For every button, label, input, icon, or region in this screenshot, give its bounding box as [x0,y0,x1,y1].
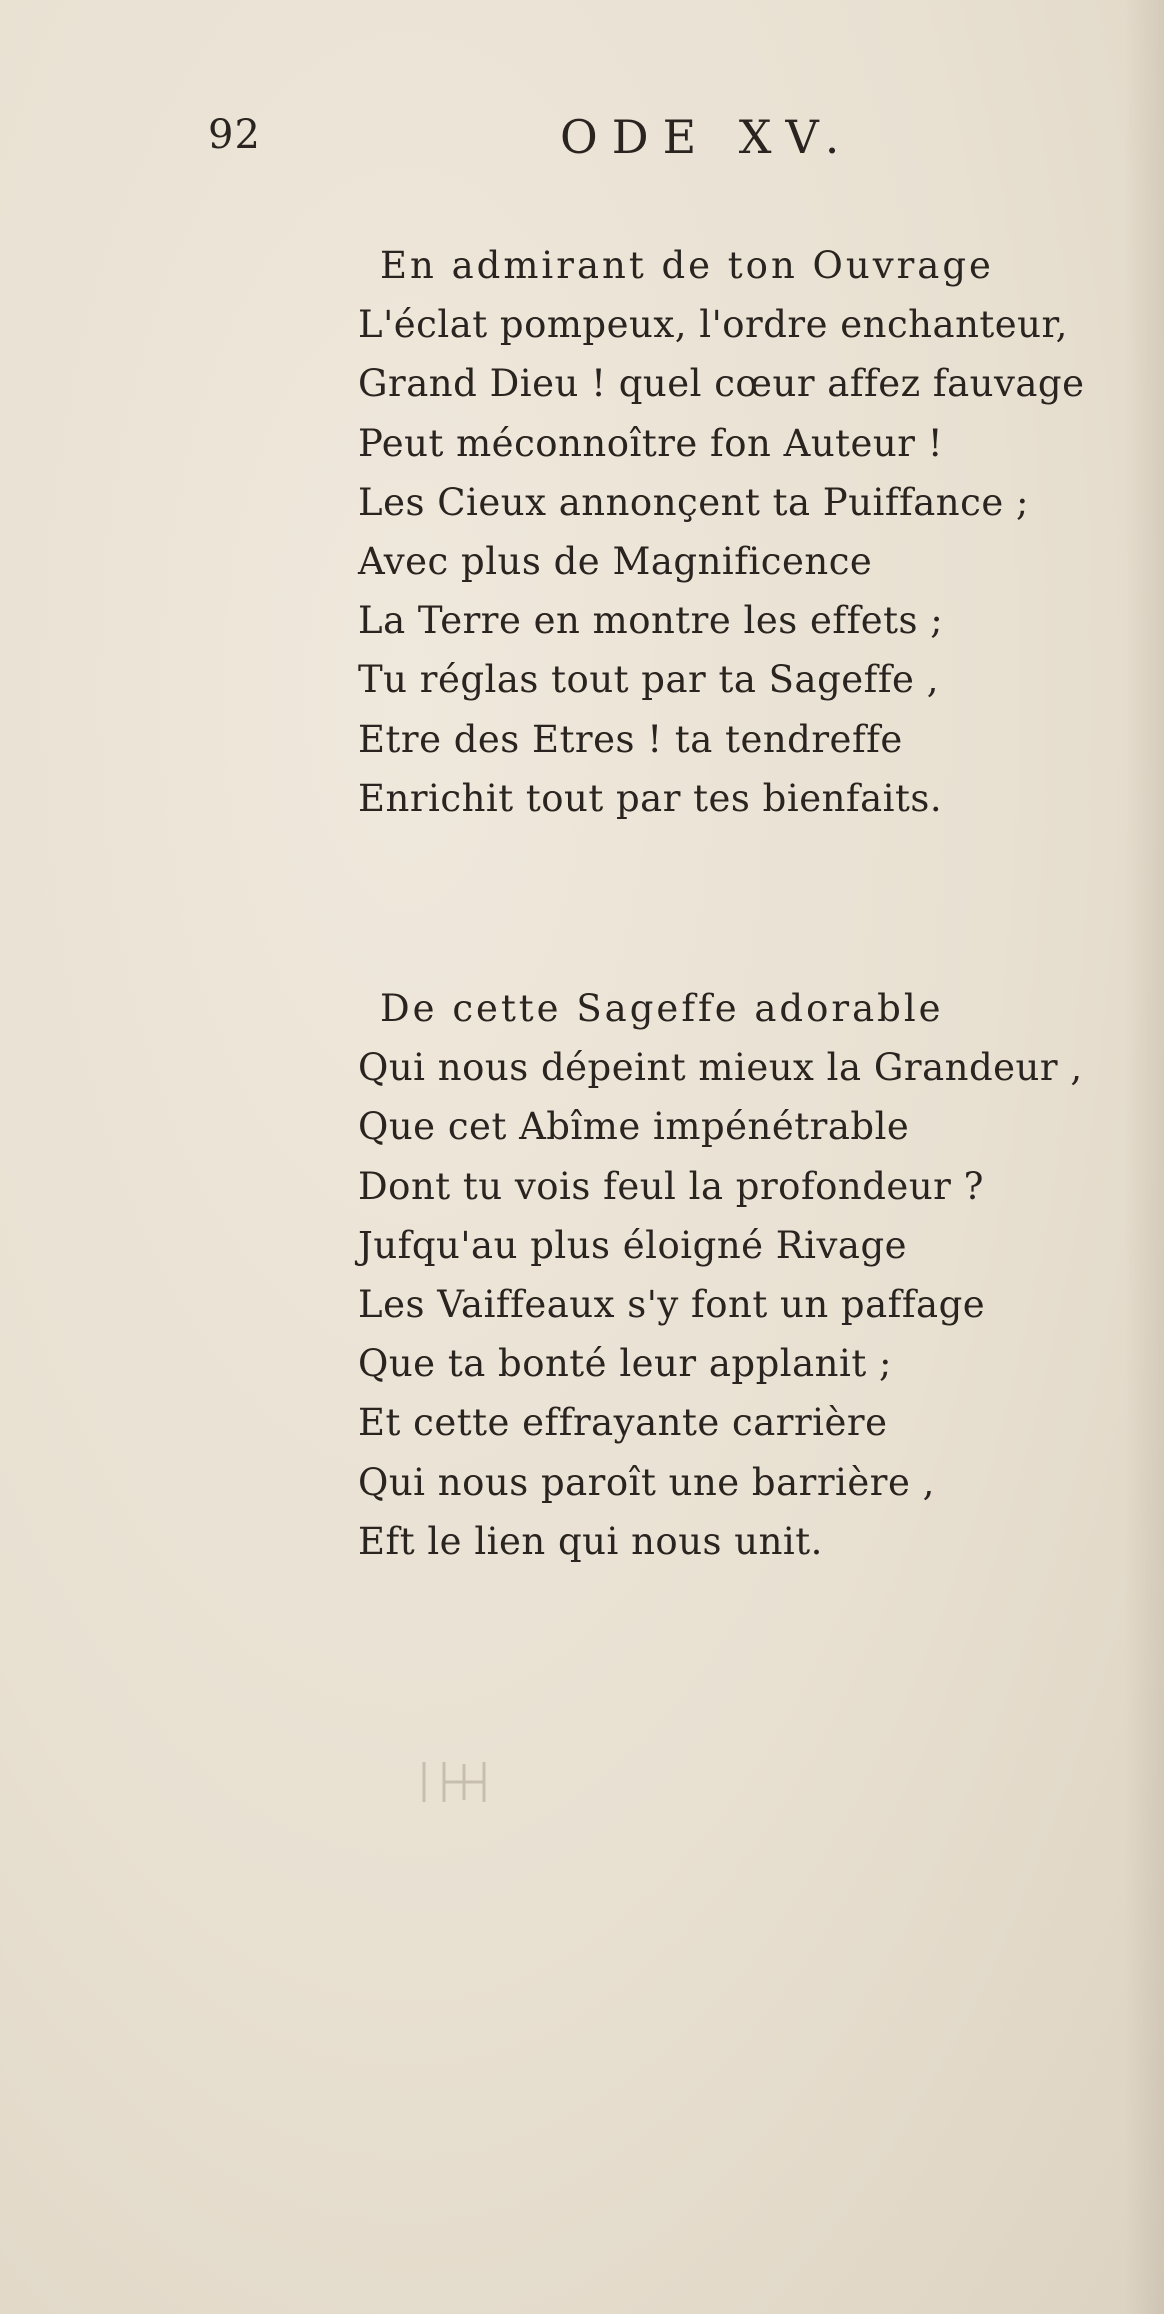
verse-line: Les Cieux annonçent ta Puiffance ; [358,480,1029,524]
page-number: 92 [208,112,261,158]
verse-line: Les Vaiffeaux s'y font un paffage [358,1282,986,1326]
verse-line: Grand Dieu ! quel cœur affez fauvage [358,362,1085,406]
verse-line: Tu réglas tout par ta Sageffe , [358,658,939,702]
verse-line: Eft le lien qui nous unit. [358,1519,823,1563]
verse-line: Jufqu'au plus éloigné Rivage [358,1223,908,1267]
verse-line: Etre des Etres ! ta tendreffe [358,717,903,761]
verse-line: Dont tu vois feul la profondeur ? [358,1164,984,1208]
verse-line: Qui nous paroît une barrière , [358,1460,935,1504]
verse-line: Qui nous dépeint mieux la Grandeur , [358,1046,1083,1090]
verse-line: Peut méconnoître fon Auteur ! [358,421,944,465]
verse-line: La Terre en montre les effets ; [358,599,944,643]
verse-line: En admirant de ton Ouvrage [380,244,994,287]
ode-title: ODE XV. [560,110,854,164]
verse-line: Enrichit tout par tes bienfaits. [358,776,943,820]
verse-line: De cette Sageffe adorable [380,987,944,1030]
stanza-2 [358,979,1083,1571]
verse-line: Avec plus de Magnificence [358,539,873,583]
verse-line: Que ta bonté leur applanit ; [358,1342,892,1386]
show-through-mark [414,1752,504,1812]
stanza-1 [358,236,1085,828]
verse-line: Et cette effrayante carrière [358,1401,888,1445]
verse-line: Que cet Abîme impénétrable [358,1105,910,1149]
verse-line: L'éclat pompeux, l'ordre enchanteur, [358,303,1068,347]
